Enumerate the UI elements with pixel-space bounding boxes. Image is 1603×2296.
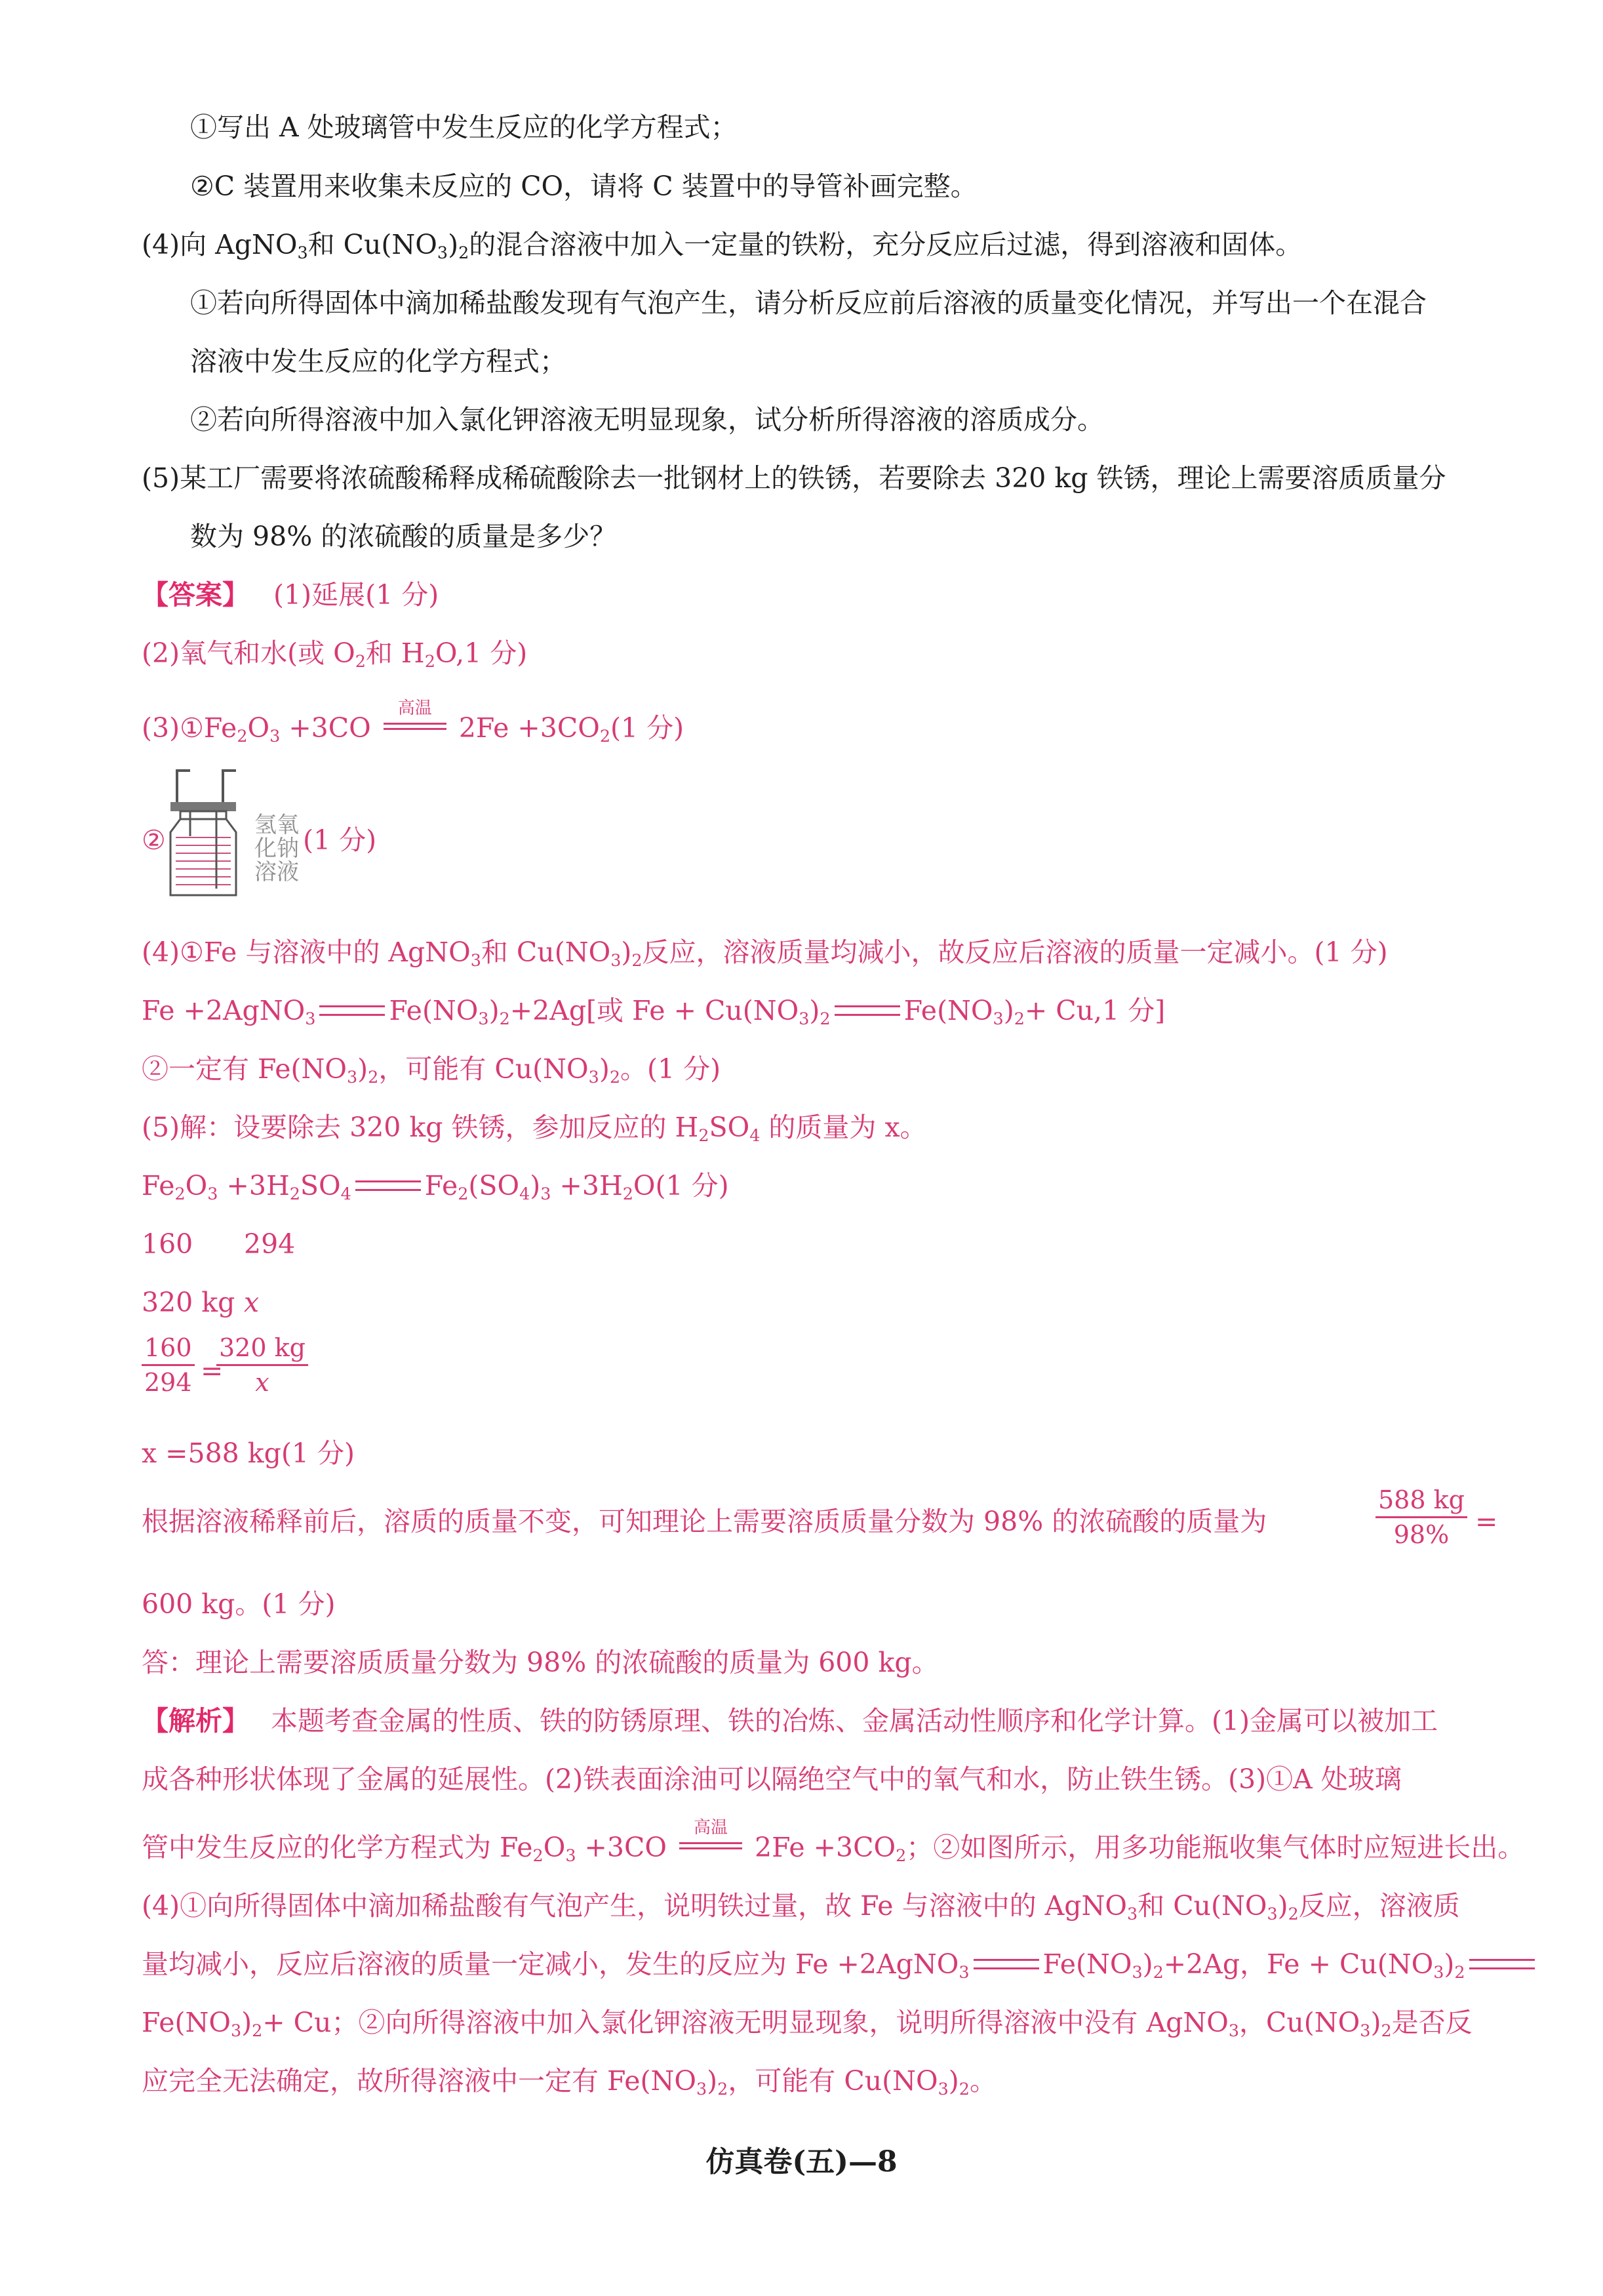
question-4-1a: ①若向所得固体中滴加稀盐酸发现有气泡产生，请分析反应前后溶液的质量变化情况，并写出一个在混合	[190, 287, 1427, 319]
mass-x: x	[244, 1287, 260, 1318]
answer-1: 【答案】 (1)延展(1 分)	[142, 579, 439, 611]
molar-mass-160: 160	[142, 1228, 193, 1260]
x-result: x =588 kg(1 分)	[142, 1438, 355, 1469]
analysis-7: 应完全无法确定，故所得溶液中一定有 $Fe(NO_3)_2$，可能有 $Cu(NO_3)_2$。	[142, 2065, 997, 2099]
ratio-equals: =	[201, 1355, 224, 1386]
answer-5-equation: $Fe_2O_3 +3H_2SO_4$ $Fe_2(SO_4)_3 +3H_2O(1$ 分)	[142, 1170, 729, 1204]
answer-4-equation: Fe +2AgNO$_3$ $Fe(NO_3)_2+2Ag$[或 $Fe + Cu(NO_3)_2$ $Fe(NO_3)_2+ Cu,1$ 分]	[142, 995, 1166, 1029]
analysis-4: (4)①向所得固体中滴加稀盐酸有气泡产生，说明铁过量，故 Fe 与溶液中的 AgNO$_3$和 $Cu(NO_3)_2$反应，溶液质	[142, 1890, 1460, 1924]
final-answer: 答：理论上需要溶质质量分数为 98% 的浓硫酸的质量为 600 kg。	[142, 1647, 939, 1678]
dilution-text: 根据溶液稀释前后，溶质的质量不变，可知理论上需要溶质质量分数为 98% 的浓硫酸的质量为	[142, 1506, 1267, 1537]
question-5b: 数为 98% 的浓硫酸的质量是多少？	[190, 521, 617, 552]
ratio-fraction-left: $\frac{160}{294}$	[142, 1331, 195, 1399]
analysis-6: $Fe(NO_3)_2+ Cu$；②向所得溶液中加入氯化钾溶液无明显现象，说明所得溶液中没有 AgNO$_3$，$Cu(NO_3)_2$是否反	[142, 2007, 1473, 2041]
result-600kg: 600 kg。(1 分)	[142, 1588, 336, 1620]
answer-2: (2)氧气和水(或 $O_2$和 $H_2O,1$ 分)	[142, 637, 528, 672]
question-4-1b: 溶液中发生反应的化学方程式；	[190, 346, 566, 377]
answer-4-1: (4)①Fe 与溶液中的 AgNO$_3$和 $Cu(NO_3)_2$反应，溶液质量均减小，故反应后溶液的质量一定减小。(1 分)	[142, 937, 1388, 971]
analysis-1: 【解析】 本题考查金属的性质、铁的防锈原理、铁的冶炼、金属活动性顺序和化学计算。(1)金属可以被加工	[142, 1705, 1438, 1737]
answer-4-2: ②一定有 $Fe(NO_3)_2$，可能有 $Cu(NO_3)_2$。(1 分)	[142, 1053, 721, 1087]
molar-mass-294: 294	[244, 1228, 296, 1260]
naoh-label-2: 化钠	[254, 836, 299, 862]
dilution-fraction: $\frac{588 kg}{98\%}$	[1375, 1483, 1467, 1551]
naoh-label-1: 氢氧	[254, 812, 299, 838]
answer-5-1: (5)解：设要除去 320 kg 铁锈，参加反应的 $H_2SO_4$ 的质量为 x。	[142, 1112, 927, 1146]
question-3-1: ①写出 A 处玻璃管中发生反应的化学方程式；	[190, 111, 738, 143]
question-3-2: ②C 装置用来收集未反应的 CO，请将 C 装置中的导管补画完整。	[190, 171, 978, 202]
answer-3-1: $(3)①Fe_2O_3 +3CO$ 高温 $2Fe +3CO_2(1$ 分)	[142, 698, 684, 746]
reaction-arrow: 高温	[384, 714, 446, 740]
analysis-2: 成各种形状体现了金属的延展性。(2)铁表面涂油可以隔绝空气中的氧气和水，防止铁生锈。(3)①A 处玻璃	[142, 1763, 1402, 1795]
naoh-label-3: 溶液	[254, 859, 299, 885]
answer-label: 【答案】	[142, 579, 249, 611]
analysis-3: 管中发生反应的化学方程式为 $Fe_2O_3 +3CO$ 高温 $2Fe +3CO_2$；②如图所示，用多功能瓶收集气体时应短进长出。	[142, 1818, 1525, 1866]
answer-3-2-marker: ②	[142, 824, 166, 856]
analysis-5: 量均减小，反应后溶液的质量一定减小，发生的反应为 Fe +2AgNO$_3$ $Fe(NO_3)_2+2Ag$，$Fe + Cu(NO_3)_2$	[142, 1944, 1539, 1984]
reaction-arrow-2: 高温	[679, 1833, 742, 1859]
question-5a: (5)某工厂需要将浓硫酸稀释成稀硫酸除去一批钢材上的铁锈，若要除去 320 kg 铁锈，理论上需要溶质质量分	[142, 462, 1446, 494]
question-4-2: ②若向所得溶液中加入氯化钾溶液无明显现象，试分析所得溶液的溶质成分。	[190, 404, 1104, 435]
mass-320kg: 320 kg	[142, 1287, 235, 1318]
analysis-label: 【解析】	[142, 1705, 249, 1737]
question-4: (4)向 AgNO$_3$和 $Cu(NO_3)_2$的混合溶液中加入一定量的铁粉，充分反应后过滤，得到溶液和固体。	[142, 229, 1303, 263]
ratio-fraction-right: $\frac{320 kg}{x}$	[216, 1331, 308, 1399]
answer-3-2-score: (1 分)	[303, 824, 377, 856]
page-footer: 仿真卷(五)—8	[705, 2145, 898, 2179]
dilution-equals: =	[1475, 1506, 1498, 1537]
